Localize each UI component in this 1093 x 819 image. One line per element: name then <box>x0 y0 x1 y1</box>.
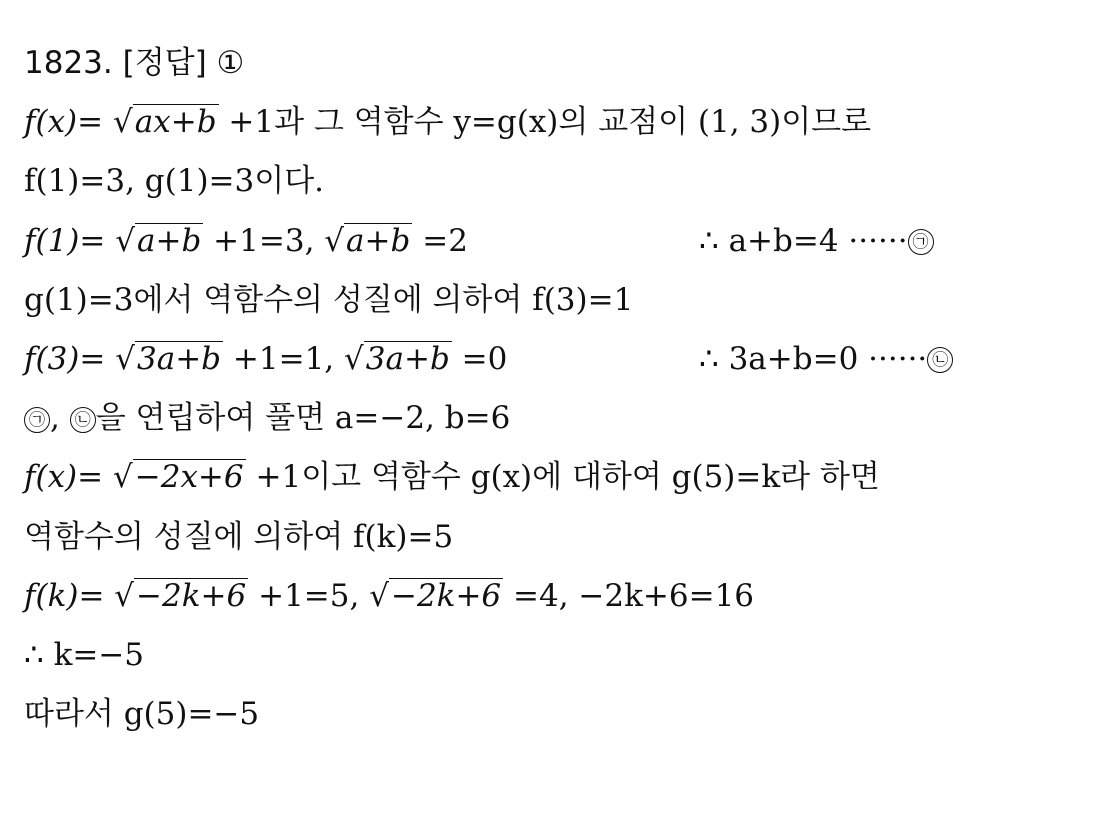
line-text-end: =4, −2k+6=16 <box>513 577 755 614</box>
conclusion <box>699 212 934 271</box>
line-text: 을 연립하여 풀면 a=−2, b=6 <box>95 400 511 437</box>
radicand: 3a+b <box>365 340 450 377</box>
solution-line-2 <box>24 152 1074 211</box>
circled-label: ㉠ <box>908 229 934 255</box>
circled-label: ㉡ <box>927 347 953 373</box>
line-text: +1=1, <box>232 340 344 377</box>
radicand: a+b <box>346 222 411 259</box>
radicand: −2k+6 <box>390 577 502 614</box>
radicand: 3a+b <box>137 340 222 377</box>
solution-document <box>24 34 1074 744</box>
solution-line-11 <box>24 685 1074 744</box>
solution-line-3 <box>24 212 1074 271</box>
answer-header-text: 1823. [정답] ① <box>24 45 245 81</box>
line-text-end: =2 <box>422 222 468 259</box>
radical-expression-2: √3a+b <box>344 340 450 377</box>
radical-expression: √ax+b <box>112 104 217 141</box>
radicand: −2x+6 <box>134 459 244 496</box>
line-text: ∴ k=−5 <box>24 636 145 673</box>
lhs-expression: f(1)= <box>24 222 106 259</box>
line-text: g(1)=3에서 역함수의 성질에 의하여 f(3)=1 <box>24 281 634 318</box>
conclusion-text: ∴ 3a+b=0 ······ <box>699 340 928 377</box>
line-text: +1=5, <box>258 577 370 614</box>
solution-line-8 <box>24 508 1074 567</box>
line-text: 따라서 g(5)=−5 <box>24 696 260 733</box>
line-text: 역함수의 성질에 의하여 f(k)=5 <box>24 518 454 555</box>
line-text: f(1)=3, g(1)=3이다. <box>24 163 324 200</box>
solution-line-7 <box>24 448 1074 507</box>
line-text: +1과 그 역함수 y=g(x)의 교점이 (1, 3)이므로 <box>228 104 872 141</box>
radical-expression: √−2k+6 <box>114 577 247 614</box>
answer-header <box>24 34 1074 93</box>
radicand: −2k+6 <box>136 577 247 614</box>
radicand: a+b <box>137 222 202 259</box>
lhs-expression: f(k)= <box>24 577 105 614</box>
radical-expression-2: √−2k+6 <box>369 577 502 614</box>
line-text: +1=3, <box>213 222 325 259</box>
solution-line-4 <box>24 271 1074 330</box>
line-text-end: =0 <box>461 340 508 377</box>
radicand: ax+b <box>134 104 217 141</box>
radical-expression: √3a+b <box>115 340 222 377</box>
separator: , <box>50 400 70 437</box>
conclusion-text: ∴ a+b=4 ······ <box>699 222 908 259</box>
lhs-expression: f(x)= <box>24 459 104 496</box>
lhs-expression: f(3)= <box>24 340 106 377</box>
line-text: +1이고 역함수 g(x)에 대하여 g(5)=k라 하면 <box>255 459 880 496</box>
solution-line-10 <box>24 626 1074 685</box>
lhs-expression: f(x)= <box>24 104 104 141</box>
circled-label-1: ㉠ <box>24 407 50 433</box>
circled-label-2: ㉡ <box>70 407 96 433</box>
radical-expression: √a+b <box>115 222 202 259</box>
conclusion <box>699 330 953 389</box>
solution-line-6 <box>24 389 1074 448</box>
radical-expression: √−2x+6 <box>112 459 244 496</box>
solution-line-9 <box>24 567 1074 626</box>
solution-line-5 <box>24 330 1074 389</box>
radical-expression-2: √a+b <box>324 222 411 259</box>
solution-line-1 <box>24 93 1074 152</box>
